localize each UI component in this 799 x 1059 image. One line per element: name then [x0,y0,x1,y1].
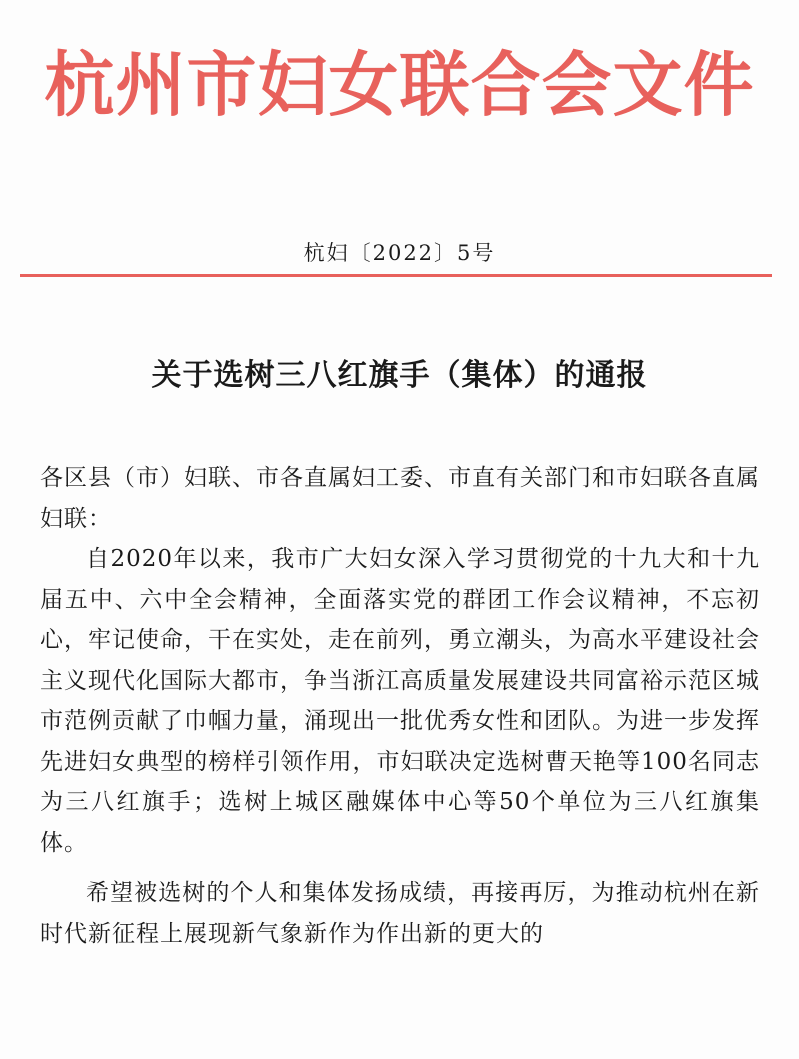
issuing-organization-header: 杭州市妇女联合会文件 [44,43,755,126]
notice-body [40,458,760,954]
document-number: 杭妇〔2022〕5号 [303,241,496,265]
body-paragraph-2: 希望被选树的个人和集体发扬成绩，再接再厉，为推动杭州在新时代新征程上展现新气象新作为作出新的更大的 [40,880,760,947]
salutation: 各区县（市）妇联、市各直属妇工委、市直有关部门和市妇联各直属妇联： [40,465,760,532]
notice-title: 关于选树三八红旗手（集体）的通报 [151,358,648,393]
body-paragraph-1: 自2020年以来，我市广大妇女深入学习贯彻党的十九大和十九届五中、六中全会精神，全面落实党的群团工作会议精神，不忘初心，牢记使命，干在实处，走在前列，勇立潮头，为高水平建设社会主义现代化国际大都市，争当浙江高质量发展建设共同富裕示范区城市范例贡献了巾帼力量，涌现出一批优秀女性和团队。为进一步发挥先进妇女典型的榜样引领作用，市妇联决定选树曹天艳等100名同志为三八红旗手；选树上城区融媒体中心等50个单位为三八红旗集体。 [40,546,760,856]
red-divider-line [20,274,772,277]
